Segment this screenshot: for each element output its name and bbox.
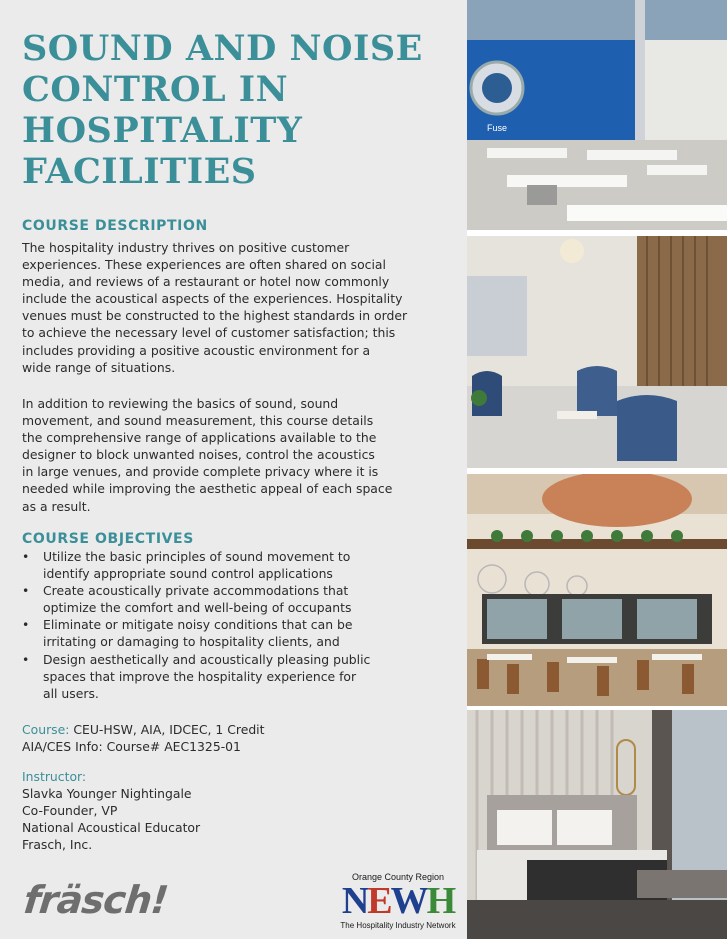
svg-text:Fuse: Fuse <box>487 123 508 133</box>
objective-item: • Design aesthetically and acoustically pleasing public spaces that improve the hospitality experience for all users. <box>22 651 371 701</box>
instructor-info: Instructor: Slavka Younger Nightingale Co-Founder, VP National Acoustical Educator Frasch, Inc. <box>22 769 201 853</box>
description-heading: COURSE DESCRIPTION <box>22 218 208 234</box>
course-label: Course: <box>22 722 70 737</box>
classroom-photo <box>467 0 727 230</box>
objective-item: • Utilize the basic principles of sound movement to identify appropriate sound control applications <box>22 549 351 582</box>
description-paragraph-1: The hospitality industry thrives on positive customer experiences. These experiences are often shared on social media, and reviews of a restaurant or hotel now commonly include the acoustical aspects of the experiences. Hospitality venues must be constructed to the highest standards in order to achieve the necessary level of customer satisfaction; this includes providing a positive acoustic environment for a wide range of situations. <box>22 240 408 375</box>
newh-logo: Orange County Region NEWH The Hospitality Industry Network <box>340 872 456 930</box>
objectives-list <box>22 548 442 702</box>
course-value: CEU-HSW, AIA, IDCEC, 1 Credit <box>69 722 265 737</box>
bedroom-photo <box>467 710 727 939</box>
instructor-label: Instructor: <box>22 769 87 784</box>
course-info <box>22 721 264 755</box>
restaurant-photo <box>467 474 727 706</box>
page-title: SOUND AND NOISE CONTROL IN HOSPITALITY FACILITIES <box>22 28 423 192</box>
description-paragraph-2: In addition to reviewing the basics of sound, sound movement, and sound measurement, this course details the comprehensive range of applications available to the designer to block unwanted noises, control the acoustics in large venues, and provide complete privacy where it is needed while improving the aesthetic appeal of each space as a result. <box>22 396 393 514</box>
lobby-photo <box>467 236 727 468</box>
objectives-heading: COURSE OBJECTIVES <box>22 531 194 547</box>
objective-item: • Eliminate or mitigate noisy conditions that can be irritating or damaging to hospitality clients, and <box>22 617 353 650</box>
aia-info: AIA/CES Info: Course# AEC1325-01 <box>22 739 241 755</box>
frasch-logo: fräsch! <box>21 878 170 922</box>
objective-item: • Create acoustically private accommodations that optimize the comfort and well-being of occupants <box>22 583 352 616</box>
